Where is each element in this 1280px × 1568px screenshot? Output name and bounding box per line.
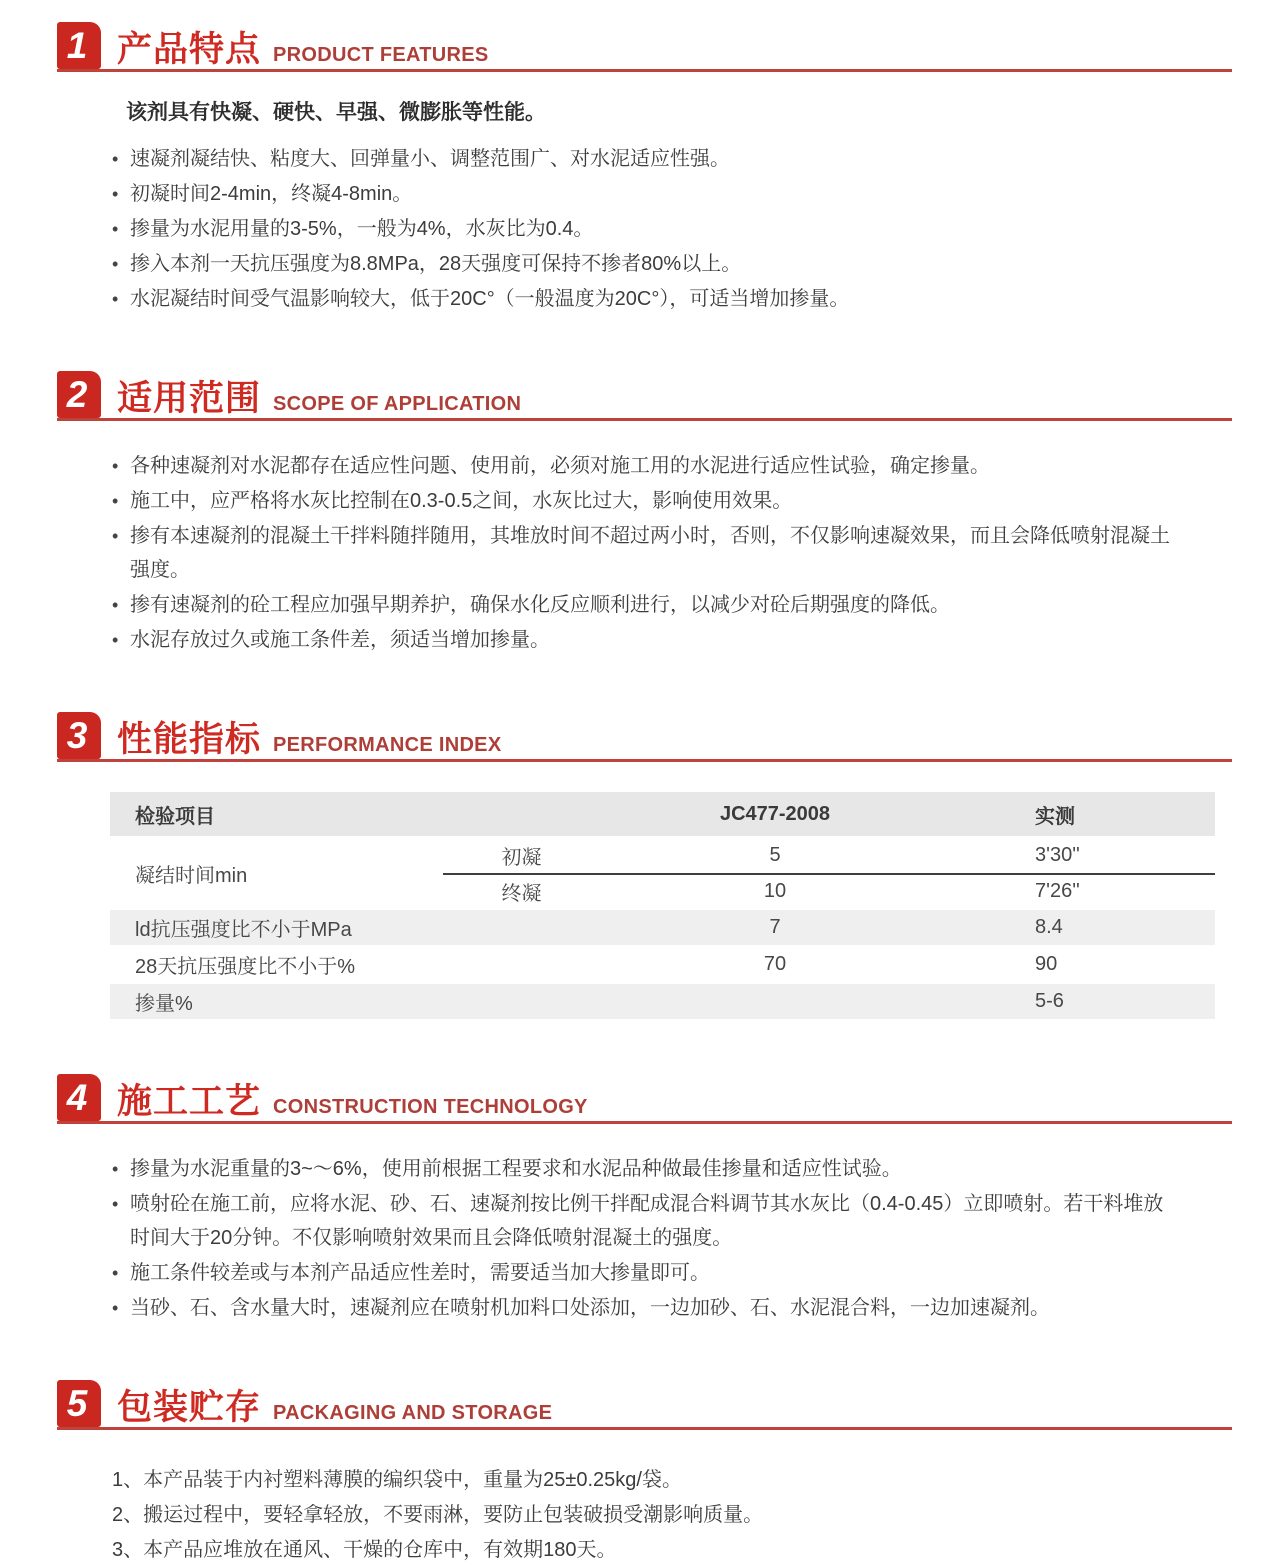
bullet-text: 速凝剂凝结快、粘度大、回弹量小、调整范围广、对水泥适应性强。 bbox=[130, 148, 730, 170]
bullet-item bbox=[112, 1256, 1174, 1290]
bullet-dot: • bbox=[112, 1159, 119, 1179]
section-2-title-zh: 适用范围 bbox=[117, 379, 262, 418]
section-performance-index bbox=[0, 715, 1280, 1019]
bullet-dot: • bbox=[112, 595, 119, 615]
section-5-number: 5 bbox=[66, 1383, 88, 1424]
section-2-header bbox=[57, 374, 1232, 421]
bullet-item bbox=[112, 623, 1174, 657]
bullet-text: 水泥存放过久或施工条件差，须适当增加掺量。 bbox=[130, 629, 550, 651]
bullet-dot: • bbox=[112, 456, 119, 476]
section-2-number: 2 bbox=[66, 374, 88, 415]
bullet-dot: • bbox=[112, 289, 119, 309]
section-product-features bbox=[0, 25, 1280, 316]
bullet-dot: • bbox=[112, 219, 119, 239]
bullet-text: 水泥凝结时间受气温影响较大，低于20C°（一般温度为20C°），可适当增加掺量。 bbox=[130, 288, 850, 310]
bullet-item bbox=[112, 484, 1174, 518]
table-row-1d-strength bbox=[110, 910, 1215, 945]
table-header-standard: JC477-2008 bbox=[719, 802, 831, 825]
bullet-text: 初凝时间2-4min，终凝4-8min。 bbox=[130, 183, 413, 205]
section-2-content bbox=[112, 449, 1174, 657]
section-3-number-badge bbox=[57, 712, 101, 759]
bullet-text: 掺有本速凝剂的混凝土干拌料随拌随用，其堆放时间不超过两小时，否则，不仅影响速凝效果，而且会降低喷射混凝土强度。 bbox=[130, 525, 1170, 581]
section-4-number-badge bbox=[57, 1074, 101, 1121]
bullet-text: 当砂、石、含水量大时，速凝剂应在喷射机加料口处添加，一边加砂、石、水泥混合料，一边加速凝剂。 bbox=[130, 1297, 1050, 1319]
table-cell-subname: 终凝 bbox=[443, 873, 600, 908]
table-cell-item: 掺量% bbox=[135, 993, 193, 1015]
packaging-list bbox=[112, 1463, 1174, 1568]
table-cell-measured: 90 bbox=[1035, 953, 1058, 975]
table-cell-item: 凝结时间min bbox=[135, 864, 248, 887]
bullet-text: 掺量为水泥用量的3-5%，一般为4%，水灰比为0.4。 bbox=[130, 218, 594, 240]
section-5-title-zh: 包装贮存 bbox=[117, 1388, 262, 1427]
table-cell-standard: 10 bbox=[600, 873, 950, 908]
section-5-title-en: PACKAGING AND STORAGE bbox=[273, 1402, 553, 1424]
bullet-text: 掺量为水泥重量的3~～6%，使用前根据工程要求和水泥品种做最佳掺量和适应性试验。 bbox=[130, 1158, 902, 1180]
table-row-dosage bbox=[110, 984, 1215, 1019]
section-4-title-zh: 施工工艺 bbox=[117, 1082, 262, 1121]
table-cell-standard: 7 bbox=[769, 916, 781, 938]
section-4-number: 4 bbox=[66, 1077, 88, 1118]
table-cell-measured: 3'30'' bbox=[1035, 844, 1080, 866]
section-1-header bbox=[57, 25, 1232, 72]
bullet-dot: • bbox=[112, 1298, 119, 1318]
bullet-item bbox=[112, 142, 1174, 176]
section-3-title-en: PERFORMANCE INDEX bbox=[273, 734, 502, 756]
bullet-item bbox=[112, 519, 1174, 587]
bullet-item bbox=[112, 1187, 1174, 1255]
bullet-item bbox=[112, 212, 1174, 246]
bullet-dot: • bbox=[112, 1194, 119, 1214]
section-5-content bbox=[112, 1463, 1174, 1568]
bullet-dot: • bbox=[112, 184, 119, 204]
table-cell-empty bbox=[443, 910, 600, 945]
section-4-header bbox=[57, 1077, 1232, 1124]
table-row-setting-time bbox=[110, 838, 1215, 908]
section-5-header bbox=[57, 1383, 1232, 1430]
section-packaging-and-storage bbox=[0, 1383, 1280, 1568]
section-2-number-badge bbox=[57, 371, 101, 418]
table-cell-standard bbox=[600, 984, 950, 1019]
bullet-text: 施工条件较差或与本剂产品适应性差时，需要适当加大掺量即可。 bbox=[130, 1262, 710, 1284]
bullet-item bbox=[112, 177, 1174, 211]
section-2-title-en: SCOPE OF APPLICATION bbox=[273, 393, 522, 415]
table-cell-subname: 初凝 bbox=[501, 847, 542, 869]
table-cell-empty bbox=[443, 984, 600, 1019]
bullet-dot: • bbox=[112, 1263, 119, 1283]
table-header-item: 检验项目 bbox=[135, 805, 215, 828]
bullet-item bbox=[112, 1291, 1174, 1325]
bullet-item bbox=[112, 1152, 1174, 1186]
bullet-dot: • bbox=[112, 526, 119, 546]
table-cell-item: 28天抗压强度比不小于% bbox=[135, 956, 356, 978]
section-1-content bbox=[112, 98, 1174, 316]
table-row-28d-strength bbox=[110, 947, 1215, 982]
section-2-bullet-list bbox=[112, 449, 1174, 657]
bullet-dot: • bbox=[112, 149, 119, 169]
table-cell-item: ld抗压强度比不小于MPa bbox=[135, 919, 352, 941]
table-header-spacer bbox=[443, 792, 600, 836]
section-4-content bbox=[112, 1152, 1174, 1325]
section-1-title-zh: 产品特点 bbox=[117, 30, 262, 69]
bullet-text: 喷射砼在施工前，应将水泥、砂、石、速凝剂按比例干拌配成混合料调节其水灰比（0.4-0.45）立即喷射。若干料堆放时间大于20分钟。不仅影响喷射效果而且会降低喷射混凝土的强度。 bbox=[130, 1193, 1164, 1249]
packaging-item: 3、本产品应堆放在通风、干燥的仓库中，有效期180天。 bbox=[112, 1539, 617, 1561]
bullet-text: 掺入本剂一天抗压强度为8.8MPa，28天强度可保持不掺者80%以上。 bbox=[130, 253, 742, 275]
bullet-item bbox=[112, 247, 1174, 281]
section-3-number: 3 bbox=[66, 715, 88, 756]
section-1-title-en: PRODUCT FEATURES bbox=[273, 44, 489, 66]
bullet-dot: • bbox=[112, 630, 119, 650]
section-4-title-en: CONSTRUCTION TECHNOLOGY bbox=[273, 1096, 588, 1118]
table-cell-standard: 70 bbox=[763, 953, 787, 975]
packaging-item: 2、搬运过程中，要轻拿轻放，不要雨淋，要防止包装破损受潮影响质量。 bbox=[112, 1504, 764, 1526]
section-1-number: 1 bbox=[66, 25, 88, 66]
table-cell-standard: 5 bbox=[769, 844, 781, 866]
bullet-dot: • bbox=[112, 491, 119, 511]
section-4-bullet-list bbox=[112, 1152, 1174, 1325]
table-cell-measured: 8.4 bbox=[1035, 916, 1063, 938]
section-3-header bbox=[57, 715, 1232, 762]
section-1-intro: 该剂具有快凝、硬快、早强、微膨胀等性能。 bbox=[126, 101, 546, 124]
section-5-number-badge bbox=[57, 1380, 101, 1427]
table-cell-empty bbox=[443, 947, 600, 982]
section-construction-technology bbox=[0, 1077, 1280, 1325]
bullet-text: 施工中，应严格将水灰比控制在0.3-0.5之间，水灰比过大，影响使用效果。 bbox=[130, 490, 793, 512]
packaging-item: 1、本产品装于内衬塑料薄膜的编织袋中，重量为25±0.25kg/袋。 bbox=[112, 1469, 682, 1491]
section-scope-of-application bbox=[0, 374, 1280, 657]
performance-table-header-row bbox=[110, 792, 1215, 836]
bullet-text: 掺有速凝剂的砼工程应加强早期养护，确保水化反应顺利进行，以减少对砼后期强度的降低。 bbox=[130, 594, 950, 616]
performance-table bbox=[110, 792, 1215, 1019]
table-cell-measured: 5-6 bbox=[1035, 990, 1064, 1012]
bullet-item bbox=[112, 282, 1174, 316]
section-3-title-zh: 性能指标 bbox=[117, 720, 262, 759]
bullet-item bbox=[112, 588, 1174, 622]
bullet-dot: • bbox=[112, 254, 119, 274]
section-1-number-badge bbox=[57, 22, 101, 69]
bullet-item bbox=[112, 449, 1174, 483]
bullet-text: 各种速凝剂对水泥都存在适应性问题、使用前，必须对施工用的水泥进行适应性试验，确定掺量。 bbox=[130, 455, 990, 477]
table-header-measured: 实测 bbox=[1035, 805, 1075, 828]
section-1-bullet-list bbox=[112, 142, 1174, 316]
table-cell-measured: 7'26'' bbox=[950, 873, 1215, 908]
